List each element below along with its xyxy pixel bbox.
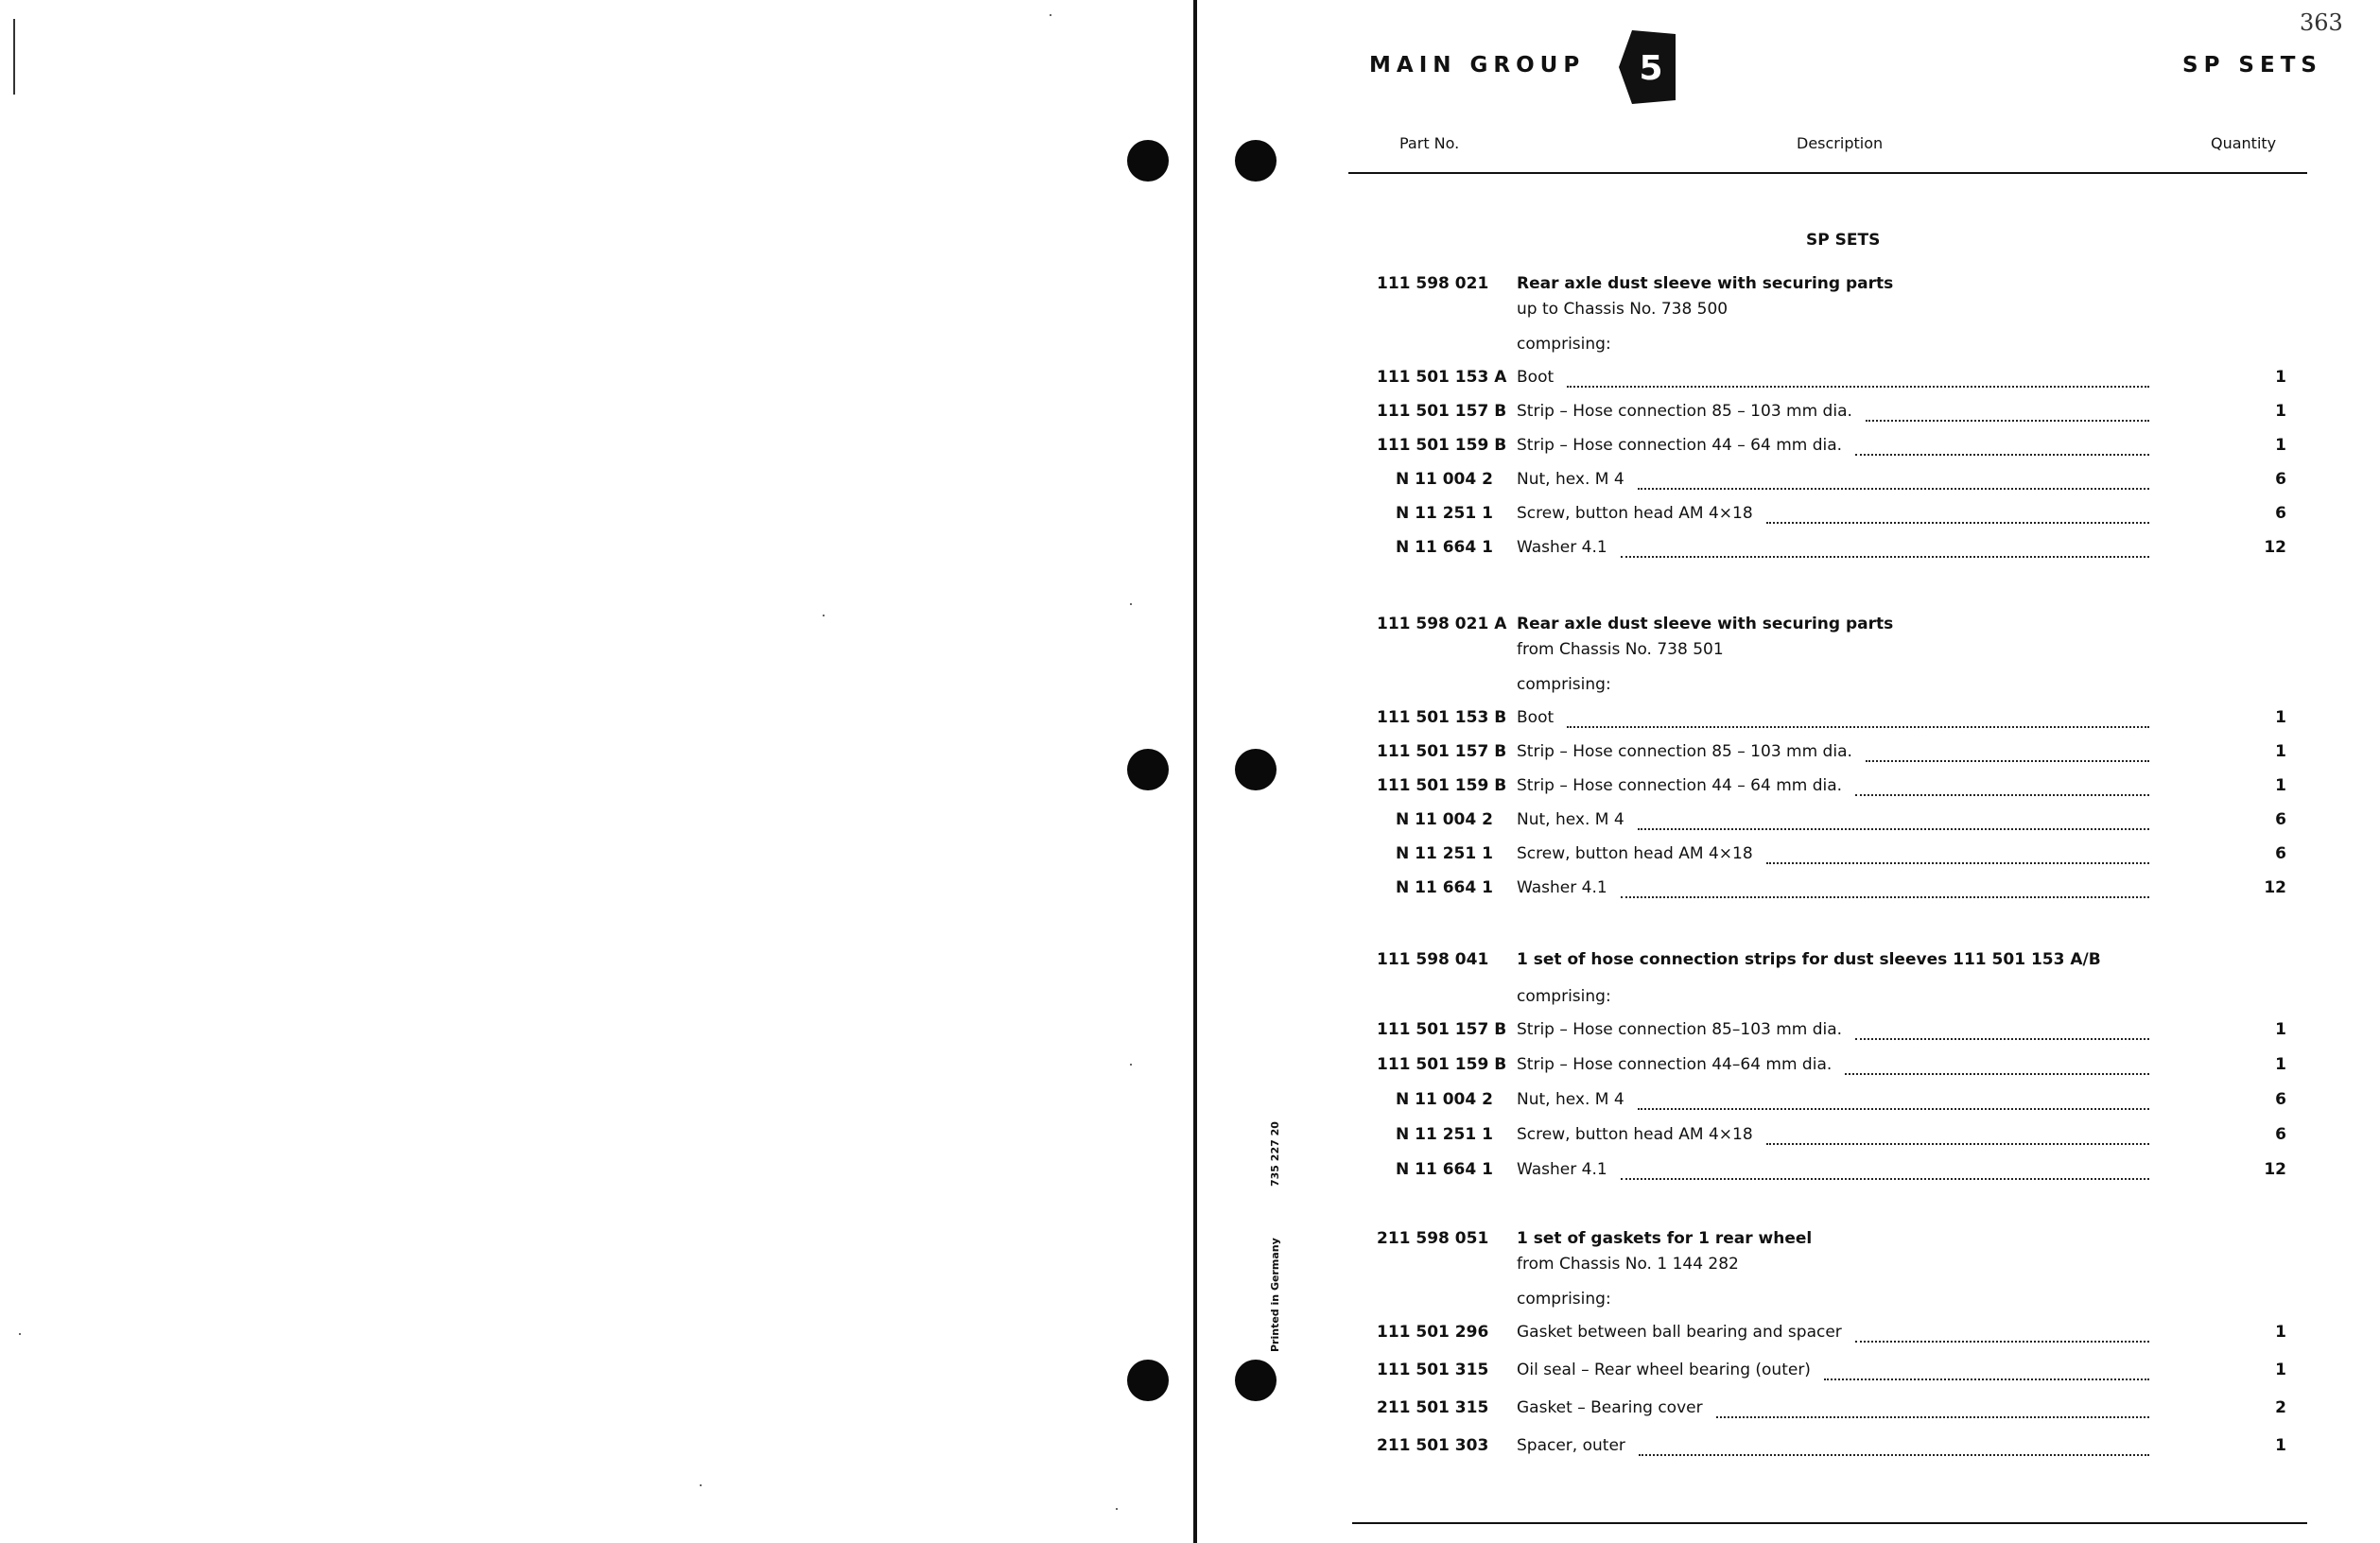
col-part-no: Part No. [1399,134,1460,152]
item-part-number: N 11 251 1 [1396,1125,1493,1144]
item-part-number: N 11 004 2 [1396,470,1493,489]
main-group-title: MAIN GROUP [1369,53,1586,78]
item-description: Strip – Hose connection 44 – 64 mm dia. [1517,776,1843,795]
set-part-number: 211 598 051 [1377,1229,1489,1248]
item-description: Strip – Hose connection 44–64 mm dia. [1517,1055,1833,1074]
set-title: 1 set of gaskets for 1 rear wheel [1517,1229,1813,1248]
catalog-code: 735 227 20 [1269,1121,1281,1187]
item-part-number: 111 501 157 B [1377,1020,1507,1039]
scan-speck [1050,14,1051,16]
parts-row [1369,708,2315,737]
parts-row [1369,1361,2315,1389]
leader-dots [1824,1365,2149,1380]
item-description: Washer 4.1 [1517,1160,1607,1179]
parts-row [1369,1436,2315,1465]
item-quantity: 1 [2275,1020,2286,1039]
set-subtitle-row [1369,1255,2315,1283]
item-description: Boot [1517,708,1555,727]
item-part-number: 111 501 296 [1377,1323,1489,1342]
item-description: Gasket between ball bearing and spacer [1517,1323,1842,1342]
punch-hole [1235,140,1277,182]
item-part-number: N 11 664 1 [1396,1160,1493,1179]
header-rule [1348,172,2307,174]
leader-dots [1855,1025,2149,1040]
leader-dots [1766,509,2149,524]
item-quantity: 1 [2275,1323,2286,1342]
set-subtitle: from Chassis No. 738 501 [1517,640,1724,659]
comprising-label: comprising: [1517,335,1611,354]
item-quantity: 1 [2275,1055,2286,1074]
set-subtitle: up to Chassis No. 738 500 [1517,300,1729,319]
printed-in-germany: Printed in Germany [1269,1238,1281,1352]
set-title: Rear axle dust sleeve with securing parts [1517,615,1894,633]
item-description: Screw, button head AM 4×18 [1517,1125,1753,1144]
parts-row [1369,1160,2315,1188]
set-title: 1 set of hose connection strips for dust sleeves 111 501 153 A/B [1517,950,2101,969]
parts-row [1369,1125,2315,1153]
punch-hole [1235,749,1277,790]
item-description: Nut, hex. M 4 [1517,470,1624,489]
item-quantity: 6 [2275,844,2286,863]
item-description: Strip – Hose connection 85–103 mm dia. [1517,1020,1843,1039]
comprising-row [1369,987,2315,1015]
item-quantity: 6 [2275,1125,2286,1144]
leader-dots [1638,475,2149,490]
item-quantity: 2 [2275,1398,2286,1417]
left-edge-mark [13,19,15,95]
item-quantity: 6 [2275,504,2286,523]
set-header-row [1369,615,2315,643]
comprising-label: comprising: [1517,987,1611,1006]
set-part-number: 111 598 041 [1377,950,1489,969]
scan-speck [19,1333,21,1335]
set-header-row [1369,1229,2315,1257]
parts-row [1369,1055,2315,1084]
leader-dots [1866,407,2149,422]
item-description: Screw, button head AM 4×18 [1517,504,1753,523]
item-part-number: N 11 004 2 [1396,810,1493,829]
item-quantity: 1 [2275,776,2286,795]
parts-row [1369,368,2315,396]
parts-row [1369,470,2315,498]
item-quantity: 1 [2275,1361,2286,1379]
parts-row [1369,742,2315,771]
parts-row [1369,436,2315,464]
comprising-label: comprising: [1517,1290,1611,1309]
item-part-number: 111 501 157 B [1377,742,1507,761]
col-quantity: Quantity [2211,134,2277,152]
item-description: Oil seal – Rear wheel bearing (outer) [1517,1361,1811,1379]
item-description: Gasket – Bearing cover [1517,1398,1703,1417]
item-part-number: N 11 251 1 [1396,844,1493,863]
comprising-row [1369,1290,2315,1318]
item-quantity: 1 [2275,1436,2286,1455]
group-number-badge [1619,30,1676,104]
scan-speck [823,615,825,616]
set-subtitle: from Chassis No. 1 144 282 [1517,1255,1739,1274]
leader-dots [1567,713,2149,728]
item-description: Strip – Hose connection 85 – 103 mm dia. [1517,402,1852,421]
parts-row [1369,810,2315,839]
parts-row [1369,538,2315,566]
punch-hole [1127,140,1169,182]
item-description: Strip – Hose connection 85 – 103 mm dia. [1517,742,1852,761]
section-title: SP SETS [1806,231,1881,250]
binding-line [1193,0,1197,1543]
parts-row [1369,1020,2315,1049]
parts-row [1369,776,2315,805]
item-quantity: 6 [2275,1090,2286,1109]
item-description: Washer 4.1 [1517,538,1607,557]
set-header-row [1369,274,2315,303]
set-header-row [1369,950,2315,979]
comprising-label: comprising: [1517,675,1611,694]
punch-hole [1127,1360,1169,1401]
comprising-row [1369,335,2315,363]
item-quantity: 12 [2264,878,2286,897]
leader-dots [1855,781,2149,796]
item-part-number: 111 501 153 B [1377,708,1507,727]
set-part-number: 111 598 021 [1377,274,1489,293]
item-quantity: 6 [2275,810,2286,829]
parts-row [1369,504,2315,532]
leader-dots [1766,1130,2149,1145]
parts-row [1369,402,2315,430]
item-quantity: 1 [2275,708,2286,727]
leader-dots [1855,441,2149,456]
item-part-number: 111 501 157 B [1377,402,1507,421]
item-part-number: 211 501 315 [1377,1398,1489,1417]
set-title: Rear axle dust sleeve with securing parts [1517,274,1894,293]
leader-dots [1621,1165,2149,1180]
item-part-number: N 11 004 2 [1396,1090,1493,1109]
item-quantity: 1 [2275,402,2286,421]
item-part-number: 111 501 159 B [1377,776,1507,795]
scan-speck [1130,603,1132,605]
item-quantity: 1 [2275,368,2286,387]
sp-sets-title: SP SETS [2182,53,2322,78]
item-part-number: 111 501 159 B [1377,1055,1507,1074]
punch-hole [1235,1360,1277,1401]
group-number: 5 [1639,49,1663,88]
leader-dots [1638,815,2149,830]
footer-rule [1352,1522,2307,1524]
parts-row [1369,1323,2315,1351]
scan-speck [1130,1064,1132,1066]
leader-dots [1621,883,2149,898]
leader-dots [1766,849,2149,864]
item-part-number: 111 501 153 A [1377,368,1507,387]
parts-row [1369,1398,2315,1427]
set-subtitle-row [1369,300,2315,328]
item-quantity: 12 [2264,538,2286,557]
item-part-number: N 11 664 1 [1396,538,1493,557]
parts-row [1369,1090,2315,1118]
comprising-row [1369,675,2315,703]
leader-dots [1855,1327,2149,1343]
item-quantity: 12 [2264,1160,2286,1179]
handwritten-page-number: 363 [2300,9,2343,36]
set-part-number: 111 598 021 A [1377,615,1507,633]
item-part-number: N 11 664 1 [1396,878,1493,897]
item-description: Screw, button head AM 4×18 [1517,844,1753,863]
leader-dots [1621,543,2149,558]
scan-speck [1116,1508,1118,1510]
item-description: Nut, hex. M 4 [1517,1090,1624,1109]
leader-dots [1845,1060,2149,1075]
item-description: Nut, hex. M 4 [1517,810,1624,829]
set-subtitle-row [1369,640,2315,668]
item-description: Spacer, outer [1517,1436,1625,1455]
item-part-number: 211 501 303 [1377,1436,1489,1455]
item-description: Strip – Hose connection 44 – 64 mm dia. [1517,436,1843,455]
item-quantity: 1 [2275,742,2286,761]
leader-dots [1866,747,2149,762]
item-quantity: 6 [2275,470,2286,489]
item-quantity: 1 [2275,436,2286,455]
item-description: Boot [1517,368,1555,387]
scan-speck [700,1484,702,1486]
punch-hole [1127,749,1169,790]
item-part-number: 111 501 315 [1377,1361,1489,1379]
leader-dots [1638,1095,2149,1110]
leader-dots [1567,373,2149,388]
leader-dots [1639,1441,2149,1456]
item-part-number: N 11 251 1 [1396,504,1493,523]
leader-dots [1716,1403,2149,1418]
parts-row [1369,878,2315,907]
item-part-number: 111 501 159 B [1377,436,1507,455]
item-description: Washer 4.1 [1517,878,1607,897]
col-description: Description [1797,134,1884,152]
parts-row [1369,844,2315,873]
